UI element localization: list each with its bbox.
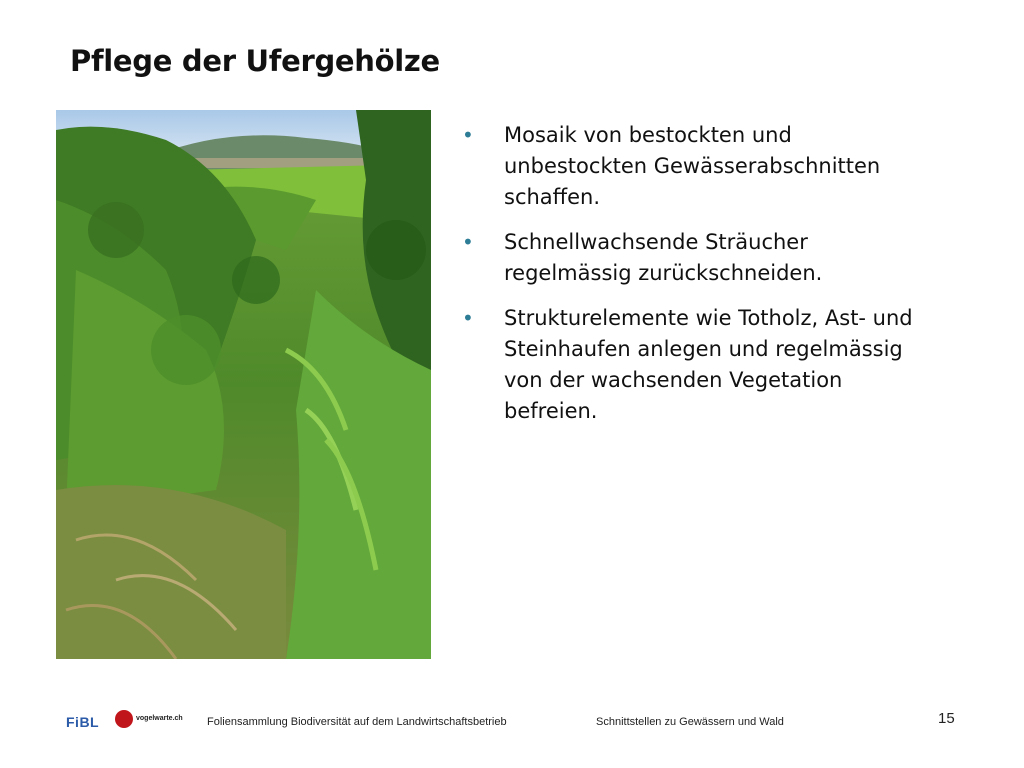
fibl-logo: FiBL (66, 714, 100, 730)
bullet-marker: • (462, 123, 474, 147)
vogelwarte-logo-text: vogelwarte.ch (136, 715, 183, 722)
bullet-marker: • (462, 306, 474, 330)
vogelwarte-logo (115, 710, 185, 732)
slide-title: Pflege der Ufergehölze (70, 44, 440, 78)
slide-footer (0, 700, 1024, 750)
bullet-marker: • (462, 230, 474, 254)
slide-number: 15 (938, 710, 955, 727)
stream-bank-photo (56, 110, 431, 659)
footer-chapter-title: Schnittstellen zu Gewässern und Wald (596, 716, 784, 728)
bullet-item (462, 303, 932, 427)
bullet-text: Mosaik von bestockten und unbestockten Gewässerabschnitten schaffen. (504, 123, 881, 209)
bullet-list (462, 120, 932, 441)
bullet-text: Schnellwachsende Sträucher regelmässig zurückschneiden. (504, 230, 823, 285)
bullet-item (462, 120, 932, 213)
bullet-item (462, 227, 932, 289)
bird-icon (115, 710, 133, 728)
bullet-text: Strukturelemente wie Totholz, Ast- und Steinhaufen anlegen und regelmässig von der wachsenden Vegetation befreien. (504, 306, 913, 423)
footer-collection-title: Foliensammlung Biodiversität auf dem Landwirtschaftsbetrieb (207, 716, 507, 728)
